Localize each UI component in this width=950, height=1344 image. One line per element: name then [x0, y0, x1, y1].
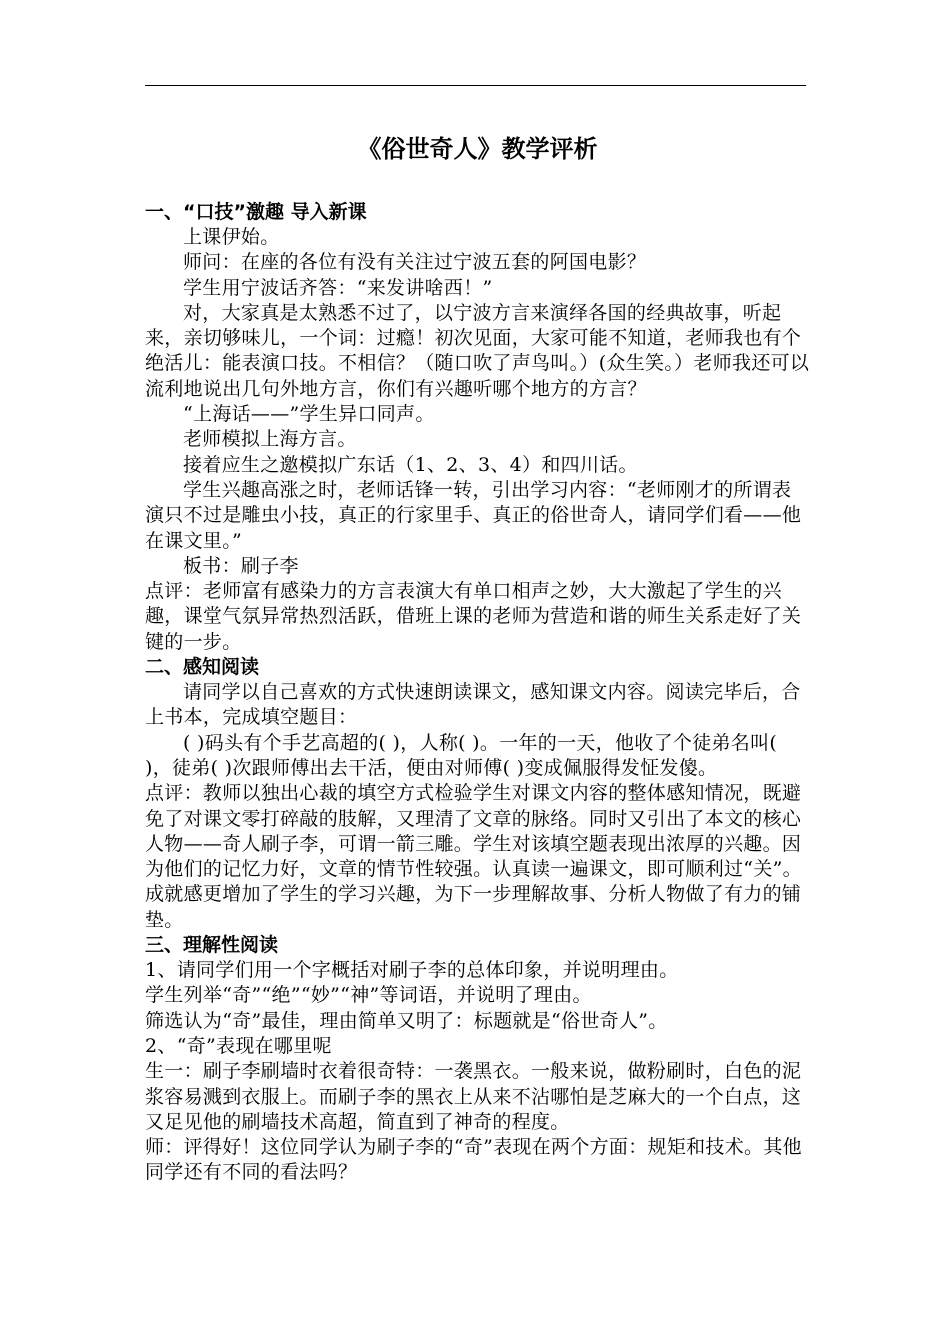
document-body: [145, 130, 810, 1186]
paragraph: 2、“奇”表现在哪里呢: [145, 1034, 332, 1057]
paragraph: 老师模拟上海方言。: [183, 428, 357, 451]
paragraph: 学生兴趣高涨之时，老师话锋一转，引出学习内容：“老师刚才的所谓表演只不过是雕虫小技，真正的行家里手、真正的俗世奇人，请同学们看——他在课文里。”: [145, 478, 802, 552]
paragraph: 学生列举“奇”“绝”“妙”“神”等词语，并说明了理由。: [145, 984, 592, 1007]
section-heading-1: 一、“口技”激趣 导入新课: [145, 201, 367, 223]
comment-paragraph: 点评：老师富有感染力的方言表演大有单口相声之妙，大大激起了学生的兴趣，课堂气氛异常热烈活跃，借班上课的老师为营造和谐的师生关系走好了关键的一步。: [145, 580, 802, 653]
paragraph: 师问：在座的各位有没有关注过宁波五套的阿国电影？: [183, 251, 647, 274]
paragraph: “上海话——”学生异口同声。: [183, 403, 435, 426]
paragraph: 筛选认为“奇”最佳，理由简单又明了：标题就是“俗世奇人”。: [145, 1009, 668, 1032]
document-title: 《俗世奇人》教学评析: [357, 135, 598, 163]
paragraph: 生一：刷子李刷墙时衣着很奇特：一袭黑衣。一般来说，做粉刷时，白色的泥浆容易溅到衣服上。而刷子李的黑衣上从来不沾哪怕是芝麻大的一个白点，这又足见他的刷墙技术高超，简直到了神奇的程度。: [145, 1060, 802, 1133]
paragraph: 学生用宁波话齐答：“来发讲啥西！”: [183, 276, 493, 299]
fill-in-blank-exercise: ( )码头有个手艺高超的( )，人称( )。一年的一天，他收了个徒弟名叫( )，徒弟( )次跟师傅出去干活，便由对师傅( )变成佩服得发怔发傻。: [145, 731, 778, 779]
paragraph: 上课伊始。: [183, 226, 280, 248]
paragraph: 板书：刷子李: [183, 554, 299, 577]
paragraph: 请同学以自己喜欢的方式快速朗读课文，感知课文内容。阅读完毕后，合上书本，完成填空题目：: [145, 681, 801, 729]
paragraph: 接着应生之邀模拟广东话（1、2、3、4）和四川话。: [183, 453, 638, 476]
section-heading-3: 三、理解性阅读: [145, 934, 279, 957]
section-heading-2: 二、感知阅读: [145, 656, 260, 679]
header-rule: [145, 85, 806, 86]
comment-paragraph: 点评：教师以独出心裁的填空方式检验学生对课文内容的整体感知情况，既避免了对课文零打碎敲的肢解，又理清了文章的脉络。同时又引出了本文的核心人物——奇人刷子李，可谓一箭三雕。学生对该填空题表现出浓厚的兴趣。因为他们的记忆力好，文章的情节性较强。认真读一遍课文，即可顺利过“关”。成就感更增加了学生的学习兴趣，为下一步理解故事、分析人物做了有力的铺垫。: [145, 782, 802, 931]
paragraph: 师：评得好！这位同学认为刷子李的“奇”表现在两个方面：规矩和技术。其他同学还有不同的看法吗？: [145, 1136, 802, 1184]
paragraph: 1、请同学们用一个字概括对刷子李的总体印象，并说明理由。: [145, 959, 679, 982]
paragraph: 对，大家真是太熟悉不过了，以宁波方言来演绎各国的经典故事，听起来，亲切够味儿，一个词：过瘾！初次见面，大家可能不知道，老师我也有个绝活儿：能表演口技。不相信？（随口吹了声鸟叫。）(众生笑。）老师我还可以流利地说出几句外地方言，你们有兴趣听哪个地方的方言？: [145, 301, 810, 400]
